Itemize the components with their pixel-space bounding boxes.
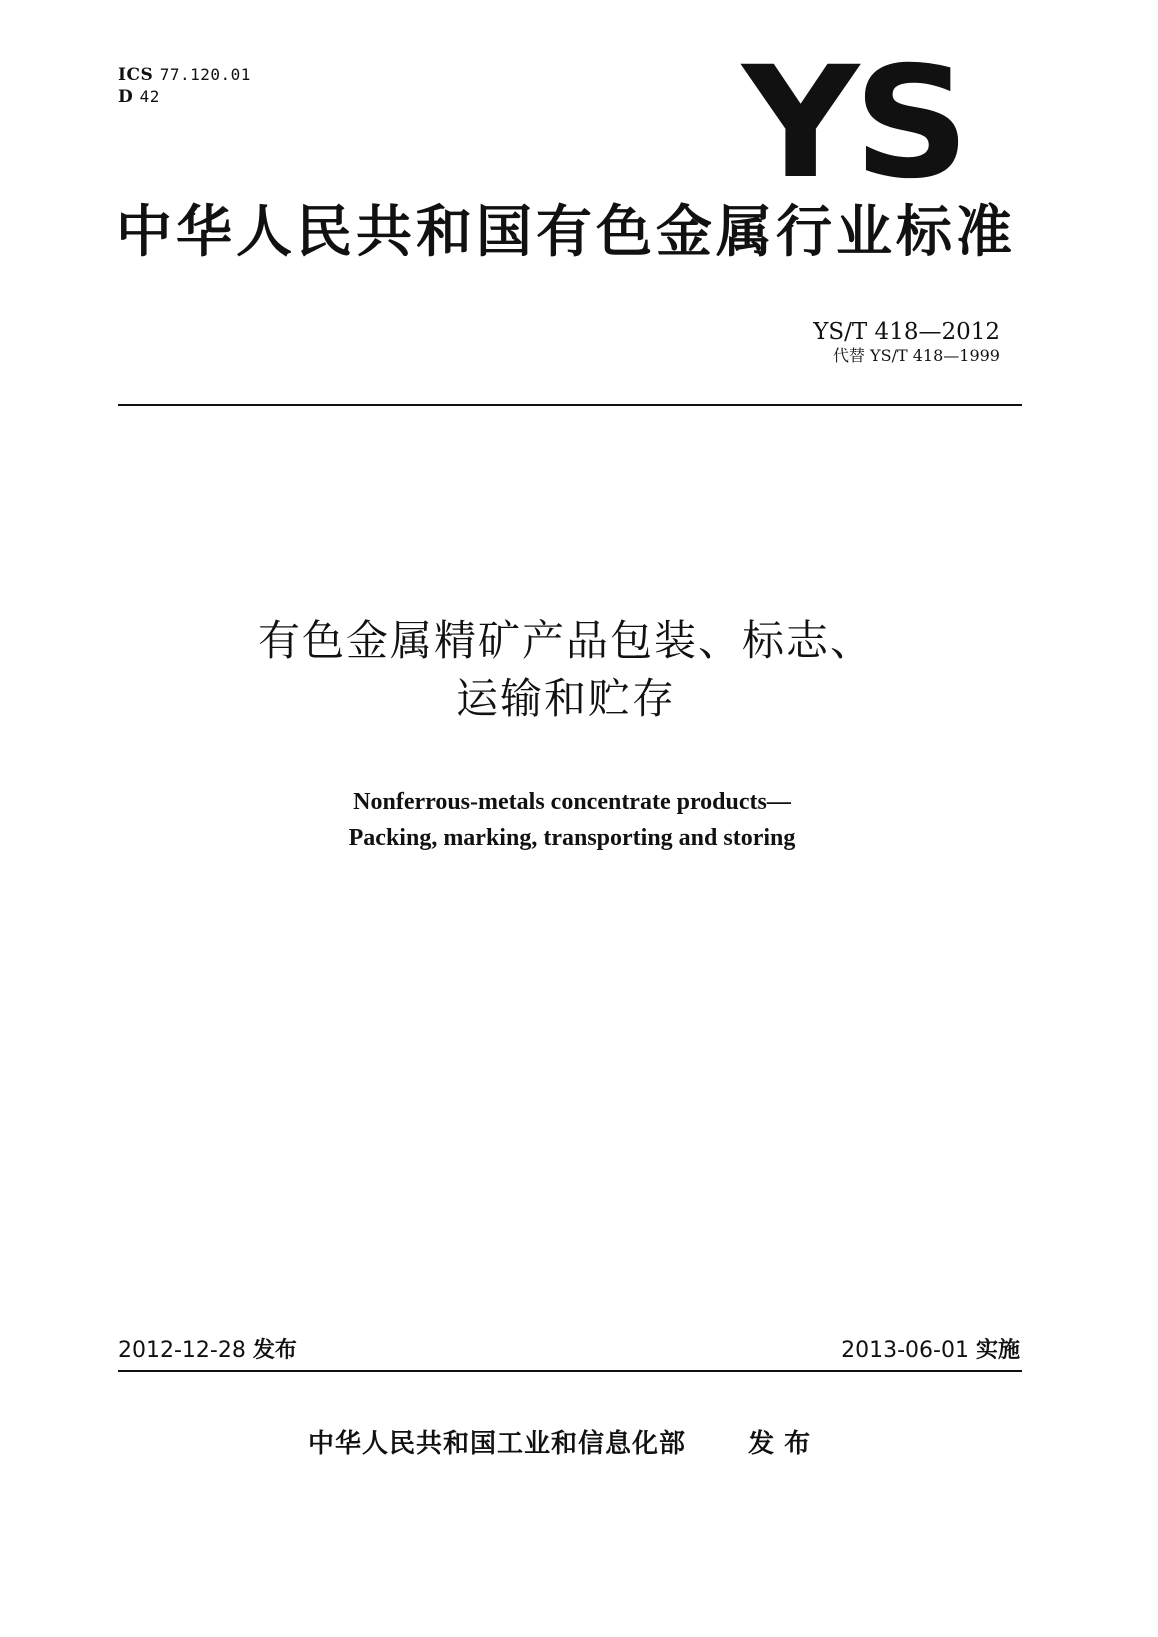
issue-date-value: 2012-12-28 <box>118 1338 246 1363</box>
english-title-line-1: Nonferrous-metals concentrate products— <box>353 789 791 815</box>
issue-date <box>118 1336 297 1366</box>
english-title-line-2: Packing, marking, transporting and storing <box>348 825 796 851</box>
ics-label: ICS <box>118 65 154 85</box>
standard-number-block <box>813 318 1000 366</box>
implementation-label: 实施 <box>975 1338 1020 1363</box>
ics-code <box>118 64 251 86</box>
replaces-standard: 代替 YS/T 418—1999 <box>832 346 1000 365</box>
ccs-code <box>118 86 251 108</box>
ics-value: 77.120.01 <box>159 65 251 84</box>
footer-divider <box>118 1370 1022 1372</box>
implementation-date-value: 2013-06-01 <box>841 1338 969 1363</box>
ys-logo: YS <box>742 34 964 214</box>
header-divider <box>118 404 1022 406</box>
publisher <box>308 1424 820 1464</box>
issue-label: 发布 <box>252 1338 297 1363</box>
chinese-title-line-1: 有色金属精矿产品包装、标志、 <box>257 616 874 665</box>
industry-standard-heading: 中华人民共和国有色金属行业标准 <box>116 200 1016 265</box>
ccs-label: D <box>118 87 134 107</box>
classification-codes <box>118 64 251 108</box>
standard-number: YS/T 418—2012 <box>813 319 1000 345</box>
chinese-title-line-2: 运输和贮存 <box>455 674 676 723</box>
english-title <box>116 784 1028 856</box>
chinese-title <box>116 612 1016 728</box>
publisher-name: 中华人民共和国工业和信息化部 <box>308 1429 687 1459</box>
publisher-action: 发布 <box>748 1429 821 1459</box>
ccs-value: 42 <box>139 87 160 106</box>
implementation-date <box>841 1336 1020 1366</box>
